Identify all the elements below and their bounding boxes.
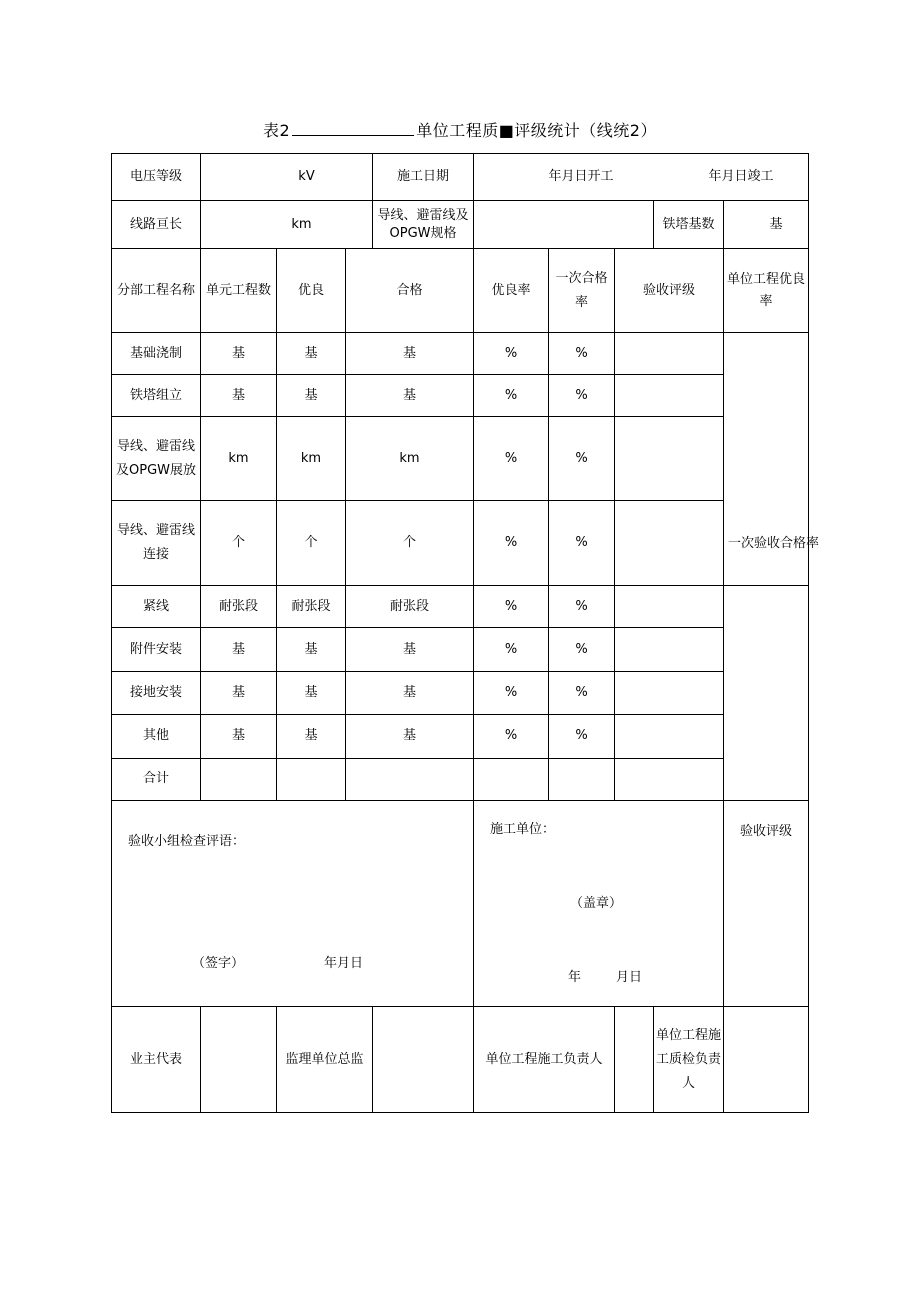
voltage-row [112,154,809,201]
table-row [112,333,809,375]
voltage-label: 电压等级 [112,154,201,201]
line-length-label: 线路亘长 [112,201,201,249]
row-name: 铁塔组立 [112,375,201,417]
row-name: 接地安装 [112,671,201,714]
row-name: 基础浇制 [112,333,201,375]
row-qualified[interactable]: 基 [346,375,474,417]
col-excellent-rate: 优良率 [474,249,549,333]
total-first-pass-rate[interactable] [549,758,615,800]
row-excellent-rate[interactable]: % [474,417,549,501]
first-pass-side-label: 一次验收合格率 [728,536,820,551]
total-unit-count[interactable] [201,758,277,800]
row-excellent[interactable]: 基 [277,333,346,375]
row-unit-count[interactable]: 基 [201,628,277,671]
row-excellent-rate[interactable]: % [474,501,549,586]
row-unit-count[interactable]: 基 [201,333,277,375]
project-name-blank[interactable] [292,121,414,136]
total-qualified[interactable] [346,758,474,800]
column-header-row [112,249,809,333]
quality-rating-table [111,153,820,1113]
acceptance-rating-cell[interactable] [724,801,809,1007]
title-text: 单位工程质■评级统计（线统2） [416,121,657,140]
row-acceptance[interactable] [615,333,724,375]
row-acceptance[interactable] [615,628,724,671]
first-pass-side-cell[interactable] [724,536,820,801]
row-unit-count[interactable]: 耐张段 [201,586,277,628]
table-row [112,586,809,628]
contractor-cell[interactable] [474,801,724,1007]
check-comment-label: 验收小组检查评语： [128,834,246,849]
construction-lead-label: 单位工程施工负责人 [474,1007,615,1113]
total-excellent-rate[interactable] [474,758,549,800]
row-acceptance[interactable] [615,671,724,714]
row-name: 导线、避雷线连接 [112,501,201,586]
seal-label: （盖章） [570,896,623,911]
acceptance-rating-label: 验收评级 [740,824,793,839]
construction-lead-signature[interactable] [615,1007,654,1113]
table-row [112,628,809,671]
row-excellent-rate[interactable]: % [474,333,549,375]
conductor-spec-label: 导线、避雷线及OPGW规格 [373,201,474,249]
conductor-spec-value[interactable] [474,201,654,249]
row-unit-count[interactable]: km [201,417,277,501]
comments-row [112,801,809,1007]
row-first-pass-rate[interactable]: % [549,586,615,628]
row-name: 导线、避雷线及OPGW展放 [112,417,201,501]
start-date: 年月日开工 [548,169,614,184]
contractor-label: 施工单位： [490,822,556,837]
table-row [112,501,809,586]
check-comment-cell[interactable] [112,801,474,1007]
row-excellent[interactable]: 基 [277,671,346,714]
row-excellent-rate[interactable]: % [474,671,549,714]
voltage-unit: kV [298,169,315,184]
row-excellent-rate[interactable]: % [474,586,549,628]
construction-date-value[interactable] [474,154,809,201]
col-unit-excellent-rate: 单位工程优良率 [724,249,809,333]
row-unit-count[interactable]: 个 [201,501,277,586]
total-excellent[interactable] [277,758,346,800]
row-excellent[interactable]: 基 [277,715,346,758]
row-unit-count[interactable]: 基 [201,375,277,417]
row-qualified[interactable]: 基 [346,628,474,671]
tower-count-label: 铁塔基数 [654,201,724,249]
row-excellent[interactable]: 个 [277,501,346,586]
row-acceptance[interactable] [615,375,724,417]
total-acceptance[interactable] [615,758,724,800]
row-name: 附件安装 [112,628,201,671]
row-qualified[interactable]: km [346,417,474,501]
row-excellent[interactable]: km [277,417,346,501]
col-acceptance: 验收评级 [615,249,724,333]
row-unit-count[interactable]: 基 [201,715,277,758]
line-length-value[interactable] [201,201,373,249]
row-first-pass-rate[interactable]: % [549,715,615,758]
row-first-pass-rate[interactable]: % [549,375,615,417]
owner-rep-label: 业主代表 [112,1007,201,1113]
sign-label: （签字） [192,956,245,971]
row-first-pass-rate[interactable]: % [549,417,615,501]
col-unit-count: 单元工程数 [201,249,277,333]
signature-row [112,1007,809,1113]
construction-date-label: 施工日期 [373,154,474,201]
total-label: 合计 [112,758,201,800]
col-excellent: 优良 [277,249,346,333]
tower-count-value[interactable] [724,201,809,249]
quality-lead-signature[interactable] [724,1007,809,1113]
supervisor-label: 监理单位总监 [277,1007,373,1113]
row-excellent-rate[interactable]: % [474,375,549,417]
row-qualified[interactable]: 个 [346,501,474,586]
document-title [0,118,920,141]
row-qualified[interactable]: 基 [346,715,474,758]
seal-month-day-label: 月日 [616,970,643,985]
table-number: 表2 [263,121,291,140]
supervisor-signature[interactable] [373,1007,474,1113]
row-acceptance[interactable] [615,586,724,628]
end-date: 年月日竣工 [708,169,774,184]
row-acceptance[interactable] [615,417,724,501]
row-excellent[interactable]: 基 [277,375,346,417]
row-excellent-rate[interactable]: % [474,628,549,671]
owner-rep-signature[interactable] [201,1007,277,1113]
tower-unit: 基 [769,216,783,232]
row-acceptance[interactable] [615,501,724,586]
row-qualified[interactable]: 基 [346,671,474,714]
row-first-pass-rate[interactable]: % [549,671,615,714]
table-row [112,671,809,714]
total-row [112,758,809,800]
table-row [112,375,809,417]
col-sub-project: 分部工程名称 [112,249,201,333]
row-excellent[interactable]: 耐张段 [277,586,346,628]
table-row [112,417,809,501]
quality-lead-label: 单位工程施工质检负责人 [654,1007,724,1113]
row-first-pass-rate[interactable]: % [549,333,615,375]
row-excellent-rate[interactable]: % [474,715,549,758]
row-acceptance[interactable] [615,715,724,758]
sign-date-label: 年月日 [324,956,364,971]
seal-year-label: 年 [568,970,582,985]
row-qualified[interactable]: 基 [346,333,474,375]
row-first-pass-rate[interactable]: % [549,501,615,586]
voltage-value[interactable] [201,154,373,201]
line-length-row [112,201,809,249]
row-name: 其他 [112,715,201,758]
col-first-pass-rate: 一次合格率 [549,249,615,333]
table-row [112,715,809,758]
row-name: 紧线 [112,586,201,628]
line-length-unit: km [291,216,312,232]
row-unit-count[interactable]: 基 [201,671,277,714]
row-first-pass-rate[interactable]: % [549,628,615,671]
row-qualified[interactable]: 耐张段 [346,586,474,628]
col-qualified: 合格 [346,249,474,333]
row-excellent[interactable]: 基 [277,628,346,671]
